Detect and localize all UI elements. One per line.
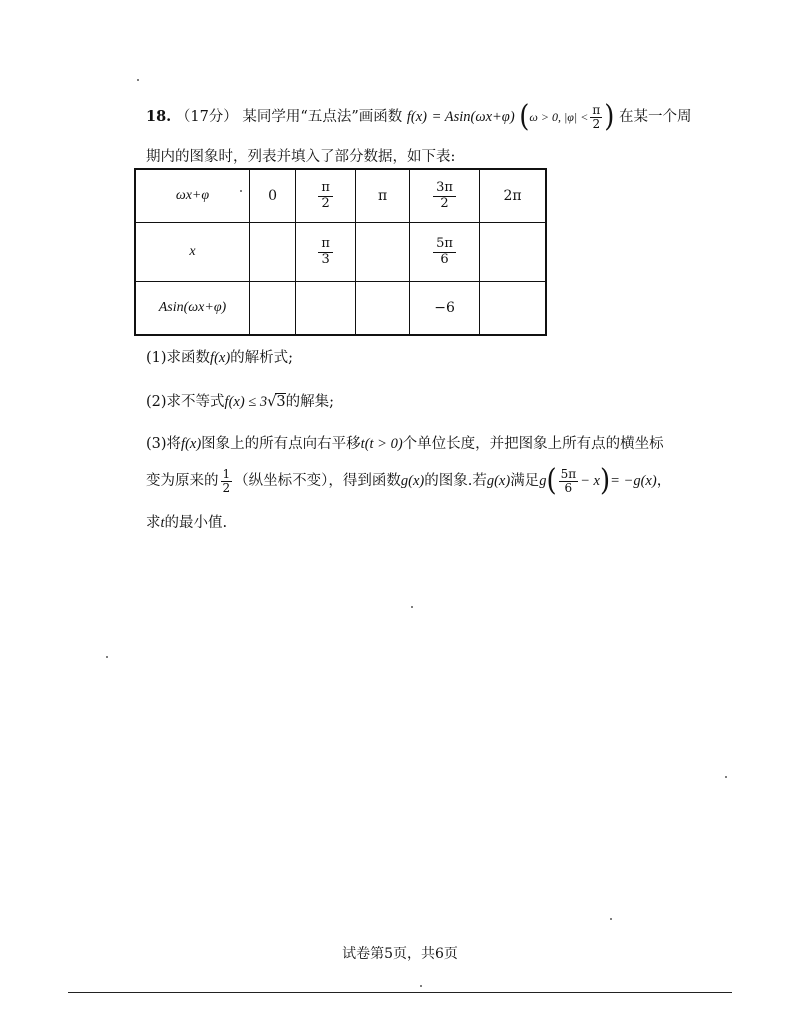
table-cell	[480, 223, 546, 282]
question-3-line2: 变为原来的 $\frac{1}{2}$ （纵坐标不变），得到函数g(x)的图象.若g(x)满足g( $\frac{5\pi}{6}$ − x)= −g(x)，	[146, 463, 672, 499]
table-row-label: Asin(ωx+φ)	[135, 282, 249, 336]
function-name: f	[406, 109, 411, 126]
table-row	[135, 282, 546, 336]
problem-intro: 某同学用“五点法”画函数	[242, 109, 403, 126]
table-cell: $\frac{3\pi}{2}$	[410, 169, 480, 223]
table-cell	[249, 223, 295, 282]
question-3-line3: 求t的最小值.	[146, 515, 228, 531]
problem-intro-line2: 期内的图象时，列表并填入了部分数据，如下表:	[146, 149, 456, 165]
table-cell: $\frac{5\pi}{6}$	[410, 223, 480, 282]
function-condition: ω > 0, |φ| <	[529, 110, 589, 125]
problem-points: （17分）	[175, 109, 238, 126]
table-cell: π	[356, 169, 410, 223]
table-cell	[356, 223, 410, 282]
table-cell	[356, 282, 410, 336]
scan-speck	[106, 656, 108, 658]
scan-speck	[240, 190, 242, 192]
function-arg: (x)	[410, 109, 427, 126]
five-point-table	[134, 168, 547, 336]
scan-speck	[725, 776, 727, 778]
table-cell	[296, 282, 356, 336]
page-footer: 试卷第5页，共6页	[342, 946, 458, 962]
problem-header: 18. （17分） 某同学用“五点法”画函数 f(x) = Asin(ωx+φ) (ω > 0, |φ| < $\frac{\pi}{2}$ ) 在某一个周	[146, 99, 692, 135]
table-cell: $\frac{\pi}{2}$	[296, 169, 356, 223]
table-row-label: x	[135, 223, 249, 282]
table-cell: −6	[410, 282, 480, 336]
scan-speck	[137, 79, 139, 81]
half-fraction: $\frac{1}{2}$	[222, 467, 231, 495]
problem-intro-cont: 在某一个周	[618, 109, 692, 126]
five-pi-sixths-fraction: $\frac{5\pi}{6}$	[560, 467, 577, 495]
table-cell: $\frac{\pi}{3}$	[296, 223, 356, 282]
table-row-label: ωx+φ	[135, 169, 249, 223]
scan-speck	[610, 918, 612, 920]
table-row	[135, 223, 546, 282]
table-cell	[249, 282, 295, 336]
table-cell	[480, 282, 546, 336]
question-1: (1)求函数f(x)的解析式;	[146, 350, 294, 366]
problem-number: 18.	[146, 108, 172, 126]
footer-divider	[68, 992, 732, 993]
question-3-line1: (3)将f(x)图象上的所有点向右平移t(t > 0)个单位长度，并把图象上所有点的横坐标	[146, 436, 664, 452]
function-definition: = Asin(ωx+φ)	[431, 109, 515, 126]
scan-speck	[411, 606, 413, 608]
question-2: (2)求不等式f(x) ≤ 3√3的解集;	[146, 394, 335, 410]
scan-speck	[420, 985, 422, 987]
table-cell: 0	[249, 169, 295, 223]
table-cell: 2π	[480, 169, 546, 223]
condition-fraction: $\frac{\pi}{2}$	[592, 103, 601, 131]
table-row	[135, 169, 546, 223]
